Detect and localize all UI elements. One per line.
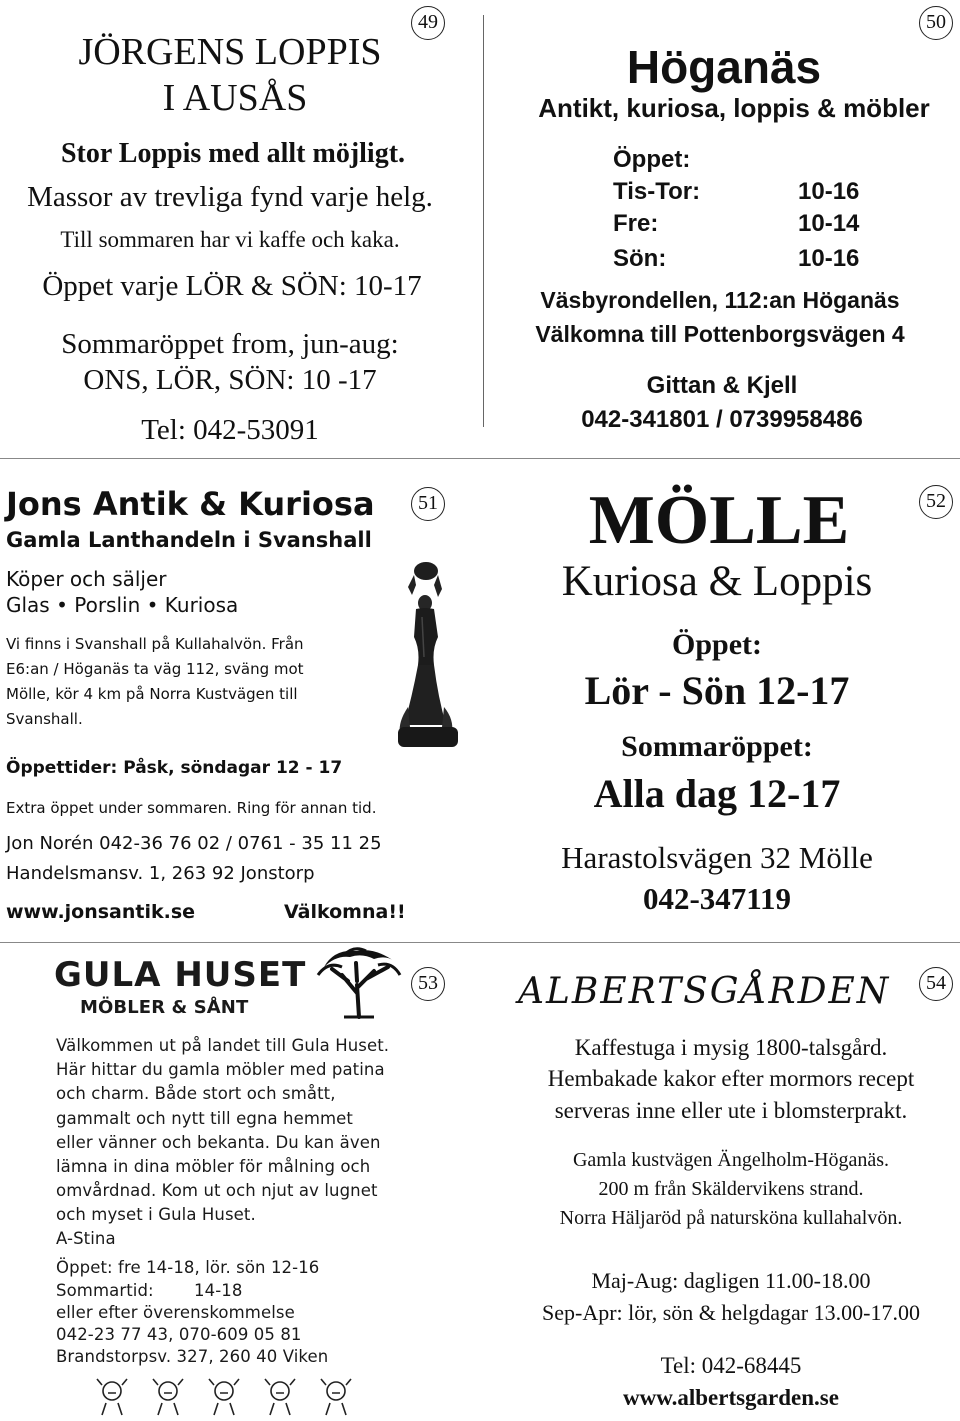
ad-title-line1: JÖRGENS LOPPIS bbox=[78, 31, 382, 73]
divider-horizontal-1 bbox=[0, 458, 960, 459]
ad-text-line: omvårdnad. Kom ut och njut av lugnet bbox=[56, 1181, 378, 1200]
ad-extra: Extra öppet under sommaren. Ring för annan tid. bbox=[6, 799, 377, 817]
ad-open-hours: Öppet varje LÖR & SÖN: 10-17 bbox=[42, 270, 422, 302]
ad-number-badge: 53 bbox=[411, 967, 445, 1001]
ad-hoganas bbox=[488, 0, 960, 455]
ad-molle bbox=[488, 465, 960, 935]
ad-summer-hours: 14-18 bbox=[194, 1281, 243, 1300]
ad-open-hours: Öppet: fre 14-18, lör. sön 12-16 bbox=[56, 1258, 320, 1277]
ad-text-line: lämna in dina möbler för målning och bbox=[56, 1157, 371, 1176]
ad-jorgens-loppis bbox=[0, 0, 470, 455]
ad-open-label: Öppet: bbox=[613, 146, 691, 173]
ad-open-hours: Lör - Sön 12-17 bbox=[584, 668, 850, 713]
ad-description-3: serveras inne eller ute i blomsterprakt. bbox=[554, 1098, 908, 1123]
ad-title: ALBERTSGÅRDEN bbox=[518, 971, 891, 1012]
ad-address2: Välkomna till Pottenborgsvägen 4 bbox=[535, 321, 905, 347]
ad-subtitle: MÖBLER & SÅNT bbox=[80, 997, 249, 1018]
ad-phone: Tel: 042-53091 bbox=[141, 414, 319, 446]
ad-text-line: Välkommen ut på landet till Gula Huset. bbox=[56, 1036, 390, 1055]
tree-icon bbox=[314, 945, 404, 1020]
ad-agreement: eller efter överenskommelse bbox=[56, 1303, 295, 1322]
hours-day: Tis-Tor: bbox=[613, 178, 701, 205]
ad-hours-2: Sep-Apr: lör, sön & helgdagar 13.00-17.00 bbox=[542, 1300, 920, 1325]
ad-hours-1: Maj-Aug: dagligen 11.00-18.00 bbox=[591, 1268, 871, 1293]
ad-summer-hours: ONS, LÖR, SÖN: 10 -17 bbox=[83, 364, 377, 396]
ad-website[interactable]: www.jonsantik.se bbox=[6, 901, 196, 923]
ad-subtitle: Kuriosa & Loppis bbox=[561, 558, 873, 605]
ad-phone: 042-23 77 43, 070-609 05 81 bbox=[56, 1325, 302, 1344]
ad-location-3: Norra Häljaröd på natursköna kullahalvön. bbox=[559, 1207, 903, 1229]
hours-day: Sön: bbox=[613, 245, 667, 272]
ad-open-label: Öppet: bbox=[672, 628, 762, 661]
ad-address: Harastolsvägen 32 Mölle bbox=[561, 840, 873, 875]
ad-phone: Tel: 042-68445 bbox=[660, 1353, 802, 1378]
ad-names: Gittan & Kjell bbox=[646, 372, 798, 399]
hours-day: Fre: bbox=[613, 210, 659, 237]
ad-website[interactable]: www.albertsgarden.se bbox=[623, 1385, 839, 1410]
ad-tagline: Stor Loppis med allt möjligt. bbox=[60, 138, 406, 169]
ad-text-line: och myset i Gula Huset. bbox=[56, 1205, 256, 1224]
decorative-figures-icon bbox=[92, 1375, 372, 1419]
hours-time: 10-16 bbox=[798, 245, 860, 272]
ad-items: Glas • Porslin • Kuriosa bbox=[6, 593, 239, 617]
ad-text-line: gammalt och nytt till egna hemmet bbox=[56, 1109, 353, 1128]
hours-row-0 bbox=[613, 178, 859, 206]
ad-summer-label: Sommaröppet: bbox=[621, 730, 813, 763]
ad-text-line: och charm. Både stort och smått, bbox=[56, 1084, 336, 1103]
divider-vertical-top bbox=[483, 15, 484, 427]
ad-summer-hours: Alla dag 12-17 bbox=[593, 771, 841, 816]
ad-hours: Öppettider: Påsk, söndagar 12 - 17 bbox=[6, 758, 343, 778]
ad-gula-huset bbox=[0, 945, 470, 1421]
ad-title: Jons Antik & Kuriosa bbox=[6, 485, 375, 523]
ad-number-badge: 54 bbox=[919, 967, 953, 1001]
ad-text-line: eller vänner och bekanta. Du kan även bbox=[56, 1133, 381, 1152]
divider-horizontal-2 bbox=[0, 942, 960, 943]
ad-phone: 042-341801 / 0739958486 bbox=[581, 406, 863, 433]
hours-row-2 bbox=[613, 245, 859, 273]
ad-directions-4: Svanshall. bbox=[6, 710, 83, 728]
ad-number-badge: 50 bbox=[919, 6, 953, 40]
ad-summer-label: Sommaröppet from, jun-aug: bbox=[61, 328, 399, 360]
ad-title: Höganäs bbox=[626, 41, 822, 93]
statue-image bbox=[388, 557, 468, 757]
ad-directions-1: Vi finns i Svanshall på Kullahalvön. Från bbox=[6, 635, 304, 653]
ad-number-badge: 52 bbox=[919, 485, 953, 519]
ad-welcome: Välkomna!! bbox=[284, 901, 406, 923]
ad-address: Handelsmansv. 1, 263 92 Jonstorp bbox=[6, 863, 315, 884]
ad-title: GULA HUSET bbox=[54, 955, 307, 995]
ad-contact: Jon Norén 042-36 76 02 / 0761 - 35 11 25 bbox=[6, 833, 382, 854]
ad-directions-2: E6:an / Höganäs ta väg 112, sväng mot bbox=[6, 660, 304, 678]
ad-description-2: Hembakade kakor efter mormors recept bbox=[547, 1066, 915, 1091]
ad-description-1: Kaffestuga i mysig 1800-talsgård. bbox=[574, 1035, 888, 1060]
ad-number-badge: 49 bbox=[411, 6, 445, 40]
ad-directions-3: Mölle, kör 4 km på Norra Kustvägen till bbox=[6, 685, 298, 703]
ad-title: MÖLLE bbox=[588, 482, 850, 559]
ad-location-1: Gamla kustvägen Ängelholm-Höganäs. bbox=[572, 1149, 890, 1171]
ad-albertsgarden bbox=[488, 945, 960, 1421]
ad-phone: 042-347119 bbox=[642, 881, 792, 916]
hours-time: 10-14 bbox=[798, 210, 860, 237]
hours-row-1 bbox=[613, 210, 859, 238]
ad-address1: Väsbyrondellen, 112:an Höganäs bbox=[540, 287, 900, 313]
ad-title-line2: I AUSÅS bbox=[162, 77, 308, 119]
ad-address: Brandstorpsv. 327, 260 40 Viken bbox=[56, 1347, 329, 1366]
ad-subtitle: Antikt, kuriosa, loppis & möbler bbox=[538, 93, 930, 123]
ad-subtitle: Gamla Lanthandeln i Svanshall bbox=[6, 528, 372, 552]
ad-jons-antik bbox=[0, 465, 470, 935]
ad-location-2: 200 m från Skäldervikens strand. bbox=[598, 1178, 864, 1200]
ad-signature: A-Stina bbox=[56, 1229, 116, 1248]
ad-line1: Massor av trevliga fynd varje helg. bbox=[27, 181, 433, 213]
ad-buy-sell: Köper och säljer bbox=[6, 567, 167, 591]
ad-summer-label: Sommartid: bbox=[56, 1281, 154, 1300]
ad-text-line: Här hittar du gamla möbler med patina bbox=[56, 1060, 385, 1079]
ad-line2: Till sommaren har vi kaffe och kaka. bbox=[60, 227, 400, 252]
hours-time: 10-16 bbox=[798, 178, 860, 205]
ad-number-badge: 51 bbox=[411, 487, 445, 521]
